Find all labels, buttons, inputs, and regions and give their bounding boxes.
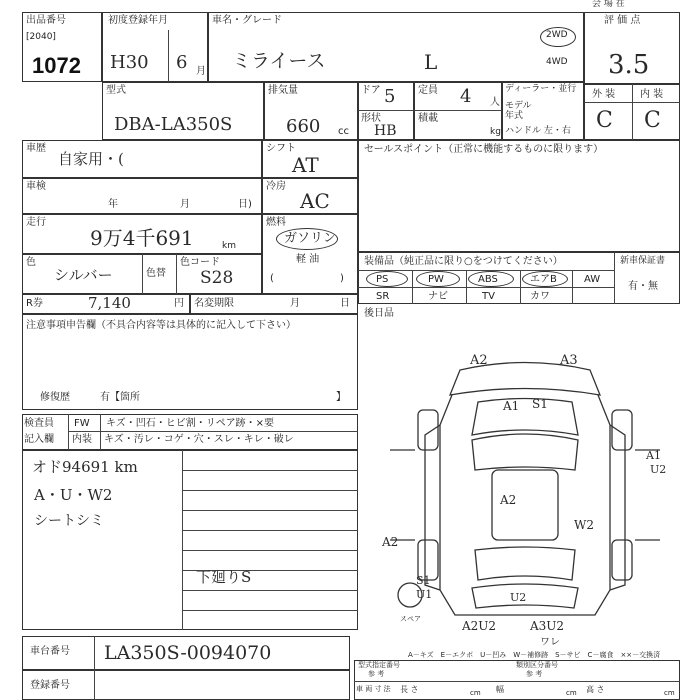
dealer-label: ディーラー・並行: [505, 84, 577, 94]
first-reg-month: 6: [176, 52, 188, 73]
ref-label: 型式指定番号: [358, 661, 400, 669]
inspector-note-seat: シートシミ: [34, 513, 104, 529]
equip-sr: SR: [376, 291, 390, 302]
history-value: 自家用・(: [58, 150, 124, 168]
mileage-unit: km: [222, 241, 236, 251]
mark-roof-a2: A2: [500, 493, 517, 507]
class-label: 類別区分番号: [516, 661, 558, 669]
equipment-label: 装備品（純正品に限り○をつけてください）: [364, 256, 563, 267]
door-label: ドア: [361, 85, 381, 96]
ac-label: 冷房: [266, 181, 286, 192]
length-unit: cm: [470, 689, 481, 697]
fuel-paren-close: ): [340, 273, 344, 284]
equip-pw: PW: [428, 274, 444, 285]
mark-left-a2: A2: [382, 535, 399, 549]
mark-left-u1: U1: [416, 588, 433, 601]
equip-airbag-circle: [522, 271, 568, 287]
equip-aw: AW: [584, 274, 601, 285]
mark-rear-crack: ワレ: [540, 637, 560, 648]
model-year-label: モデル 年式: [505, 101, 532, 121]
warranty-label: 新車保証書: [620, 256, 666, 266]
inspector-note-odo: オド94691 km: [32, 458, 138, 476]
equip-leather: カワ: [530, 291, 550, 302]
mark-hood-a1: A1: [503, 399, 520, 413]
capacity-value: 4: [460, 86, 472, 107]
cc-unit: cc: [338, 126, 349, 137]
first-reg-label: 初度登録年月: [108, 15, 168, 26]
chassis-label: 車台番号: [30, 646, 70, 657]
venue-text: 会 場 在: [592, 0, 625, 9]
rear-label: 後日品: [364, 308, 394, 319]
mark-right-a1: A1: [646, 449, 661, 462]
equip-tv: TV: [482, 291, 495, 302]
person-unit: 人: [490, 97, 500, 108]
name-label: 車名・グレード: [212, 15, 282, 26]
fuel-circle: [276, 228, 338, 250]
fuel-label: 燃料: [266, 217, 286, 228]
shift-label: シフト: [266, 143, 296, 154]
score-value: 3.5: [608, 50, 650, 80]
exterior-label: 外 装: [592, 89, 616, 100]
exterior-grade: C: [596, 108, 613, 133]
interior-grade: C: [644, 108, 661, 133]
equip-abs: ABS: [478, 274, 498, 285]
shift-value: AT: [292, 153, 319, 177]
inspector-note-under: 下廻りS: [196, 568, 252, 586]
height-label: 高 さ: [586, 685, 605, 694]
car-grade: L: [424, 50, 438, 74]
door-value: 5: [384, 86, 396, 107]
equip-airbag: エアB: [530, 274, 557, 285]
width-label: 幅: [496, 685, 504, 694]
equip-ps-circle: [366, 271, 408, 287]
width-unit: cm: [566, 689, 577, 697]
title-day: 日: [340, 298, 350, 309]
mark-right-w2: W2: [574, 518, 594, 532]
score-label: 評 価 点: [604, 15, 641, 26]
model-value: DBA-LA350S: [114, 114, 233, 135]
inspector-int-items: キズ・汚レ・コゲ・穴・スレ・キレ・破レ: [104, 434, 294, 445]
repair-value: 有【箇所: [100, 392, 140, 403]
ac-value: AC: [300, 189, 330, 213]
inspector-notes-box: [22, 450, 358, 630]
height-unit: cm: [664, 689, 675, 697]
history-label: 車歴: [26, 143, 46, 154]
reg-label: 登録番号: [30, 680, 70, 691]
equip-pw-circle: [416, 271, 460, 287]
color-value: シルバー: [54, 266, 113, 284]
inspection-year-unit: 年: [108, 199, 118, 210]
color-code-value: S28: [200, 268, 234, 288]
capacity-label: 定員: [418, 85, 438, 96]
inspector-label-2: 記入欄: [24, 434, 54, 445]
dim-label: 車 両 寸 法: [356, 685, 391, 693]
lot-number: 1072: [32, 53, 81, 78]
first-reg-era: H30: [110, 52, 149, 73]
inspection-day-unit: 日): [238, 199, 252, 210]
mark-front-a2: A2: [470, 353, 488, 368]
kg-unit: kg: [490, 127, 501, 137]
mark-right-u2: U2: [650, 463, 667, 476]
disp-value: 660: [286, 116, 321, 137]
yen-unit: 円: [174, 298, 184, 309]
inspector-ext-items: キズ・凹石・ヒビ割・リペア跡・×要: [106, 418, 274, 429]
mark-rear-a2u2: A2U2: [462, 619, 497, 633]
drive-4wd: 4WD: [546, 57, 568, 67]
mark-left-s1: S1: [416, 574, 431, 587]
equip-abs-circle: [468, 271, 514, 287]
diesel-label: 軽 油: [296, 254, 320, 265]
sales-box: [358, 140, 680, 252]
damage-legend: A－キズ E－エクボ U－凹み W－補修跡 S－サビ C－腐食 ××－交換済: [408, 651, 661, 659]
inspection-box: [22, 178, 262, 214]
model-label: 型式: [106, 85, 126, 96]
color-label: 色: [26, 257, 36, 268]
spare-label: スペア: [400, 615, 421, 623]
shape-label: 形状: [361, 113, 381, 124]
repair-close: 】: [336, 392, 346, 403]
title-label: 名変期限: [194, 298, 234, 309]
sales-label: セールスポイント（正常に機能するものに限ります）: [364, 144, 604, 155]
recycle-label: R券: [26, 298, 43, 309]
inspection-month-unit: 月: [180, 199, 190, 210]
equip-navi: ナビ: [428, 291, 448, 302]
mark-rear-u2: U2: [510, 591, 527, 604]
mileage-label: 走行: [26, 217, 46, 228]
inspection-label: 車検: [26, 181, 46, 192]
shape-value: HB: [374, 123, 397, 139]
length-label: 長 さ: [400, 685, 419, 694]
reg-box: [22, 670, 350, 700]
fuel-value: ガソリン: [284, 231, 337, 246]
class-value: 参 考: [526, 670, 543, 678]
fuel-paren: (: [270, 273, 274, 284]
ref-value: 参 考: [368, 670, 385, 678]
car-name: ミライース: [232, 50, 326, 72]
load-label: 積載: [418, 113, 438, 124]
title-month: 月: [290, 298, 300, 309]
color-change-label: 色替: [146, 268, 166, 279]
lot-sub: [2040]: [26, 32, 56, 42]
drive-2wd: 2WD: [546, 30, 568, 40]
recycle-value: 7,140: [88, 294, 131, 312]
interior-label: 内 装: [640, 89, 664, 100]
inspector-note-damage: A・U・W2: [34, 486, 113, 504]
notes-label: 注意事項申告欄（不具合内容等は具体的に記入して下さい）: [26, 320, 296, 331]
color-code-label: 色コード: [180, 257, 220, 268]
equip-ps: PS: [376, 274, 389, 285]
inspector-fw: FW: [74, 418, 90, 429]
mark-front-a3: A3: [560, 353, 578, 368]
warranty-value: 有・無: [628, 281, 658, 292]
chassis-value: LA350S-0094070: [104, 642, 272, 664]
month-unit: 月: [196, 66, 206, 77]
lot-label: 出品番号: [26, 15, 66, 26]
inspector-label-1: 検査員: [24, 418, 54, 429]
handle-label: ハンドル 左・右: [505, 126, 571, 136]
mileage-value: 9万4千691: [90, 226, 194, 250]
mark-hood-s1: S1: [532, 397, 548, 411]
car-diagram: [360, 340, 690, 633]
inspector-inner: 内装: [72, 434, 92, 445]
mark-rear-a3u2: A3U2: [530, 619, 565, 633]
repair-label: 修復歴: [40, 392, 70, 403]
disp-label: 排気量: [268, 85, 298, 96]
